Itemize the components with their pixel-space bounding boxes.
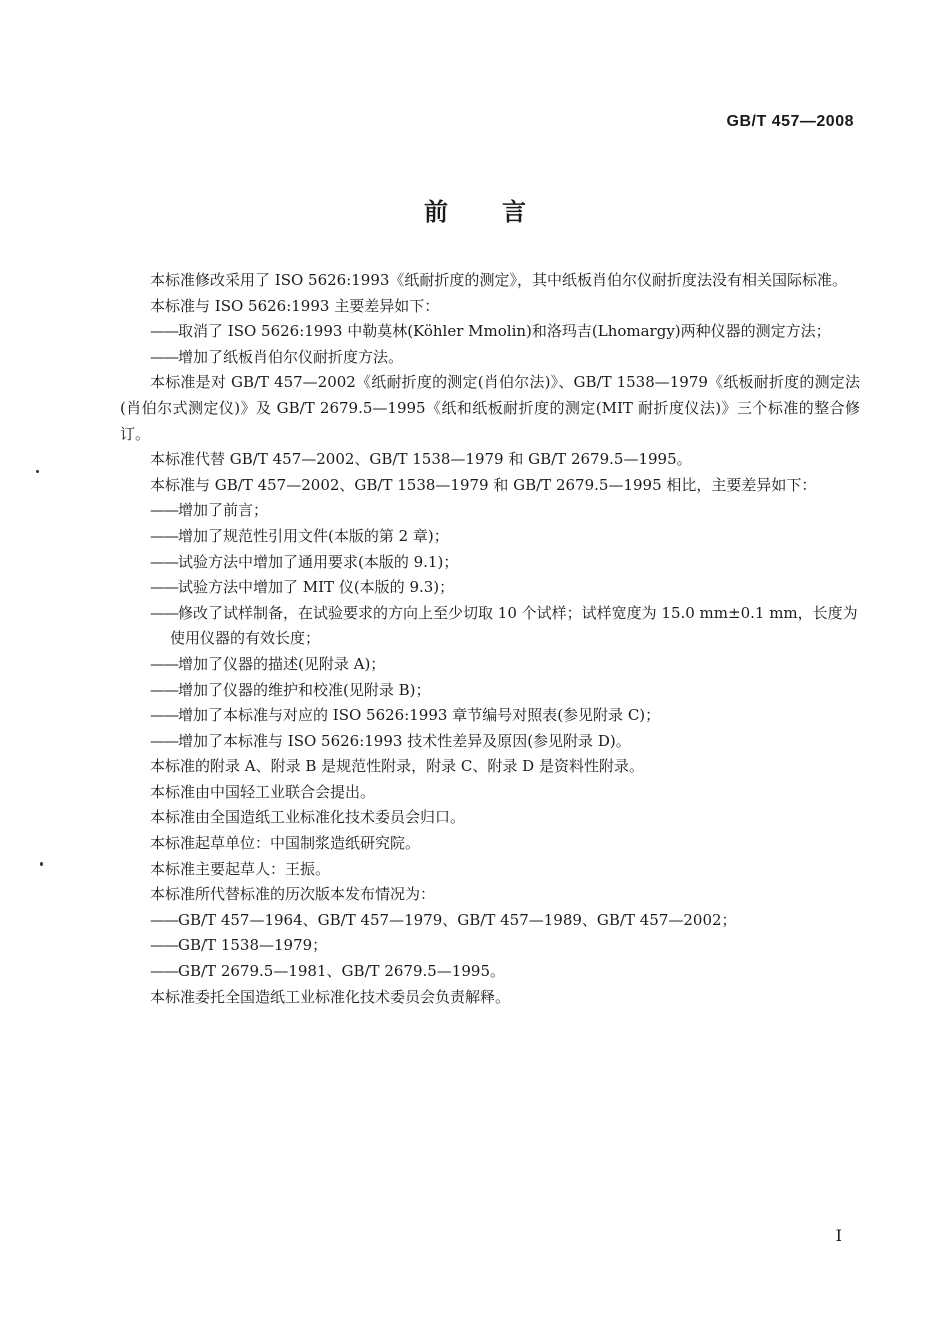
list-dash: —— (150, 501, 178, 520)
list-dash: —— (150, 706, 178, 725)
paragraph: 本标准由中国轻工业联合会提出。 (150, 782, 376, 801)
list-dash: —— (150, 936, 178, 955)
paragraph: 本标准是对 GB/T 457—2002《纸耐折度的测定(肖伯尔法)》、GB/T 1538—1979《纸板耐折度的测定法(肖伯尔式测定仪)》及 GB/T 2679.5—1995《纸和纸板耐折度的测定(MIT 耐折度仪法)》三个标准的整合修订。 (120, 373, 860, 443)
list-item (120, 652, 860, 678)
list-item-text: 增加了本标准与对应的 ISO 5626:1993 章节编号对照表(参见附录 C)； (178, 706, 661, 725)
list-item (120, 550, 860, 576)
list-dash: —— (150, 731, 178, 750)
scan-speck (40, 862, 43, 866)
list-dash: —— (150, 322, 178, 341)
list-item-text: 增加了本标准与 ISO 5626:1993 技术性差异及原因(参见附录 D)。 (178, 731, 631, 750)
preface-body (120, 268, 860, 1010)
list-dash: —— (150, 603, 178, 622)
list-item-text: 增加了仪器的描述(见附录 A)； (178, 654, 386, 673)
list-item (120, 575, 860, 601)
paragraph: 本标准起草单位：中国制浆造纸研究院。 (150, 834, 421, 853)
list-item (120, 319, 860, 345)
list-item-text: GB/T 2679.5—1981、GB/T 2679.5—1995。 (178, 962, 505, 981)
paragraph: 本标准与 ISO 5626:1993 主要差异如下： (150, 296, 440, 315)
list-item-text: 试验方法中增加了 MIT 仪(本版的 9.3)； (178, 578, 455, 597)
list-item-text: GB/T 457—1964、GB/T 457—1979、GB/T 457—1989、GB/T 457—2002； (178, 910, 737, 929)
page-title: 前言 (424, 198, 580, 226)
paragraph: 本标准的附录 A、附录 B 是规范性附录，附录 C、附录 D 是资料性附录。 (150, 757, 644, 776)
paragraph: 本标准修改采用了 ISO 5626:1993《纸耐折度的测定》，其中纸板肖伯尔仪耐折度法没有相关国际标准。 (150, 271, 847, 289)
list-item (120, 729, 860, 755)
paragraph: 本标准由全国造纸工业标准化技术委员会归口。 (150, 808, 466, 827)
scan-speck (36, 470, 39, 473)
list-item-text: 修改了试样制备，在试验要求的方向上至少切取 10 个试样；试样宽度为 15.0 mm±0.1 mm，长度为使用仪器的有效长度； (170, 603, 858, 648)
list-item (120, 524, 860, 550)
list-item-text: 取消了 ISO 5626:1993 中勒莫林(Köhler Mmolin)和洛玛吉(Lhomargy)两种仪器的测定方法； (178, 322, 831, 341)
list-dash: —— (150, 526, 178, 545)
list-item (120, 498, 860, 524)
list-dash: —— (150, 962, 178, 981)
list-dash: —— (150, 578, 178, 597)
list-item-text: 增加了仪器的维护和校准(见附录 B)； (178, 680, 431, 699)
list-item (120, 345, 860, 371)
page-number: I (835, 1226, 842, 1245)
paragraph: 本标准所代替标准的历次版本发布情况为： (150, 885, 436, 904)
list-dash: —— (150, 910, 178, 929)
list-item-text: 增加了规范性引用文件(本版的第 2 章)； (178, 526, 449, 545)
list-item-text: 试验方法中增加了通用要求(本版的 9.1)； (178, 552, 459, 571)
list-item-text: GB/T 1538—1979； (178, 936, 328, 955)
list-dash: —— (150, 347, 178, 366)
paragraph: 本标准委托全国造纸工业标准化技术委员会负责解释。 (150, 987, 511, 1006)
list-item (120, 601, 860, 652)
list-item (120, 959, 860, 985)
list-item-text: 增加了前言； (178, 501, 269, 520)
standard-number: GB/T 457—2008 (726, 113, 854, 130)
list-item-text: 增加了纸板肖伯尔仪耐折度方法。 (178, 347, 404, 366)
paragraph: 本标准代替 GB/T 457—2002、GB/T 1538—1979 和 GB/T 2679.5—1995。 (150, 450, 692, 469)
list-item (120, 933, 860, 959)
list-dash: —— (150, 654, 178, 673)
paragraph: 本标准与 GB/T 457—2002、GB/T 1538—1979 和 GB/T 2679.5—1995 相比，主要差异如下： (150, 475, 817, 494)
list-item (120, 678, 860, 704)
list-dash: —— (150, 680, 178, 699)
list-item (120, 908, 860, 934)
list-item (120, 703, 860, 729)
paragraph: 本标准主要起草人：王振。 (150, 859, 331, 878)
list-dash: —— (150, 552, 178, 571)
